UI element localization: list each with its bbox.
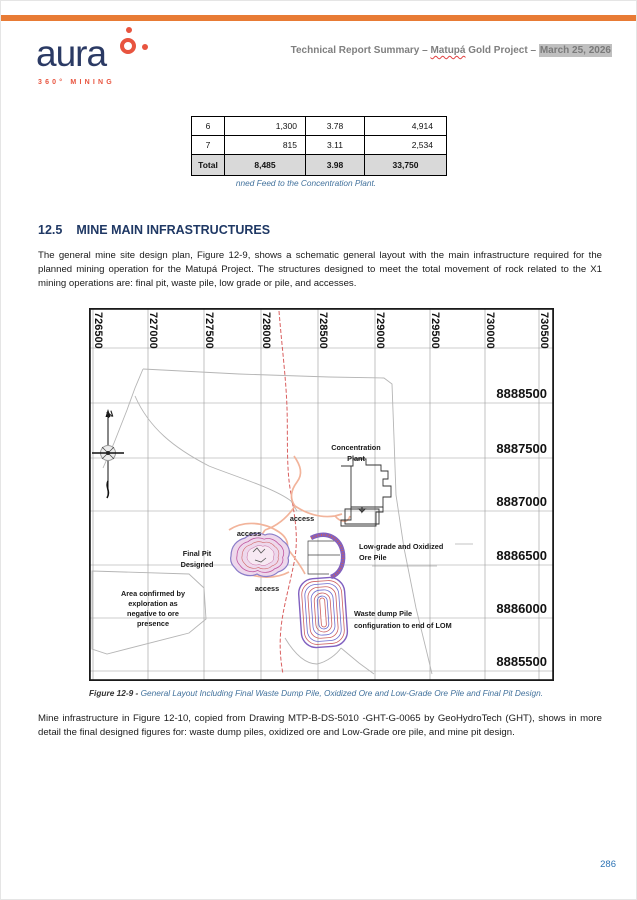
table-cell: 815 [225,136,306,155]
northing-label: 8886500 [496,548,547,563]
exploration-area-label: presence [136,619,170,628]
table-cell: 3.98 [306,155,365,176]
easting-label: 727000 [147,312,159,349]
easting-label: 728500 [317,312,329,349]
table-row [192,136,447,155]
figure-caption-prefix: Figure 12-9 - [88,688,141,698]
document-header-title [291,45,612,56]
northing-label: 8888500 [496,386,547,401]
concentration-plant-outline [341,459,391,526]
low-grade-pile-label: Low-grade and Oxidized [359,542,444,551]
final-pit-label: Designed [180,560,214,569]
feed-summary-table [191,116,447,176]
access-label: access [236,529,262,538]
exploration-area-label: negative to ore [127,609,179,618]
logo-dot-right [142,44,148,50]
easting-label: 728000 [260,312,272,349]
northing-label: 8885500 [496,654,547,669]
exploration-area-label: exploration as [128,599,178,608]
header-accent-bar [1,15,637,21]
table-cell: 8,485 [225,155,306,176]
logo-ring [120,38,136,54]
table-row [192,117,447,136]
easting-labels [92,312,550,349]
figure-caption [1,688,631,698]
figure-12-9-map [89,308,554,681]
logo-tagline: 360° MINING [38,79,115,86]
aura-logo [36,27,166,91]
north-letter: N [105,408,115,421]
easting-label: 726500 [92,312,104,349]
table-cell: 6 [192,117,225,136]
table-cell: 33,750 [365,155,447,176]
table-cell: 3.11 [306,136,365,155]
north-arrow-icon [92,409,124,498]
waste-dump-label: Waste dump Pile [354,609,413,618]
page-number: 286 [600,859,616,870]
northing-label: 8887000 [496,494,547,509]
body-paragraph-1: The general mine site design plan, Figure 12-9, shows a schematic general layout with the main infrastructure required for the planned mining operation for the Matupá Project. The structures designed to meet the total movement of rock related to the X1 mining operations are: final pit, waste pile, low grade or pile, and accesses. [38,250,602,290]
body-paragraph-2: Mine infrastructure in Figure 12-10, copied from Drawing MTP-B-DS-5010 -GHT-G-0065 by GeoHydroTech (GHT), shows in more detail the final designed figures for: waste dump piles, oxidized ore and Low-Grade ore pile, and mine pit design. [38,713,602,739]
plant-label: Concentration [331,443,381,452]
low-grade-pile-label: Ore Pile [359,553,387,562]
final-pit-label: Final Pit [182,549,212,558]
northing-label: 8887500 [496,441,547,456]
section-title: MINE MAIN INFRASTRUCTURES [76,223,271,237]
table-cell: 4,914 [365,117,447,136]
section-number: 12.5 [38,223,63,237]
easting-label: 729000 [374,312,386,349]
easting-label: 730500 [538,312,550,349]
access-label: access [289,514,315,523]
header-title-part2: Gold Project – [465,45,539,56]
red-road-line [279,311,296,674]
header-title-date: March 25, 2026 [539,45,611,56]
logo-brand-text: aura [36,33,107,74]
table-cell: 3.78 [306,117,365,136]
table-total-row [192,155,447,176]
table-cell: 7 [192,136,225,155]
northing-label: 8886000 [496,601,547,616]
easting-label: 729500 [429,312,441,349]
header-title-project: Matupá [430,45,466,56]
table-cell: 2,534 [365,136,447,155]
waste-dump-pile-contours [298,576,349,648]
easting-label: 730000 [484,312,496,349]
access-label: access [254,584,280,593]
section-heading [38,223,270,237]
plant-label: Plant [347,454,365,463]
table-cell: Total [192,155,225,176]
logo-circle-icon [118,27,158,67]
easting-label: 727500 [203,312,215,349]
waste-dump-label: configuration to end of LOM [354,621,452,630]
table-cell: 1,300 [225,117,306,136]
final-pit-contours [231,533,290,576]
logo-dot-top [126,27,132,33]
low-grade-pile [308,535,343,577]
exploration-area-label: Area confirmed by [120,589,186,598]
header-title-part1: Technical Report Summary – [290,45,431,56]
figure-caption-text: General Layout Including Final Waste Dump Pile, Oxidized Ore and Low-Grade Ore Pile and Final Pit Design. [140,688,544,698]
site-layout-map [89,308,554,681]
northing-labels [496,386,547,669]
table-caption: nned Feed to the Concentration Plant. [235,178,377,188]
